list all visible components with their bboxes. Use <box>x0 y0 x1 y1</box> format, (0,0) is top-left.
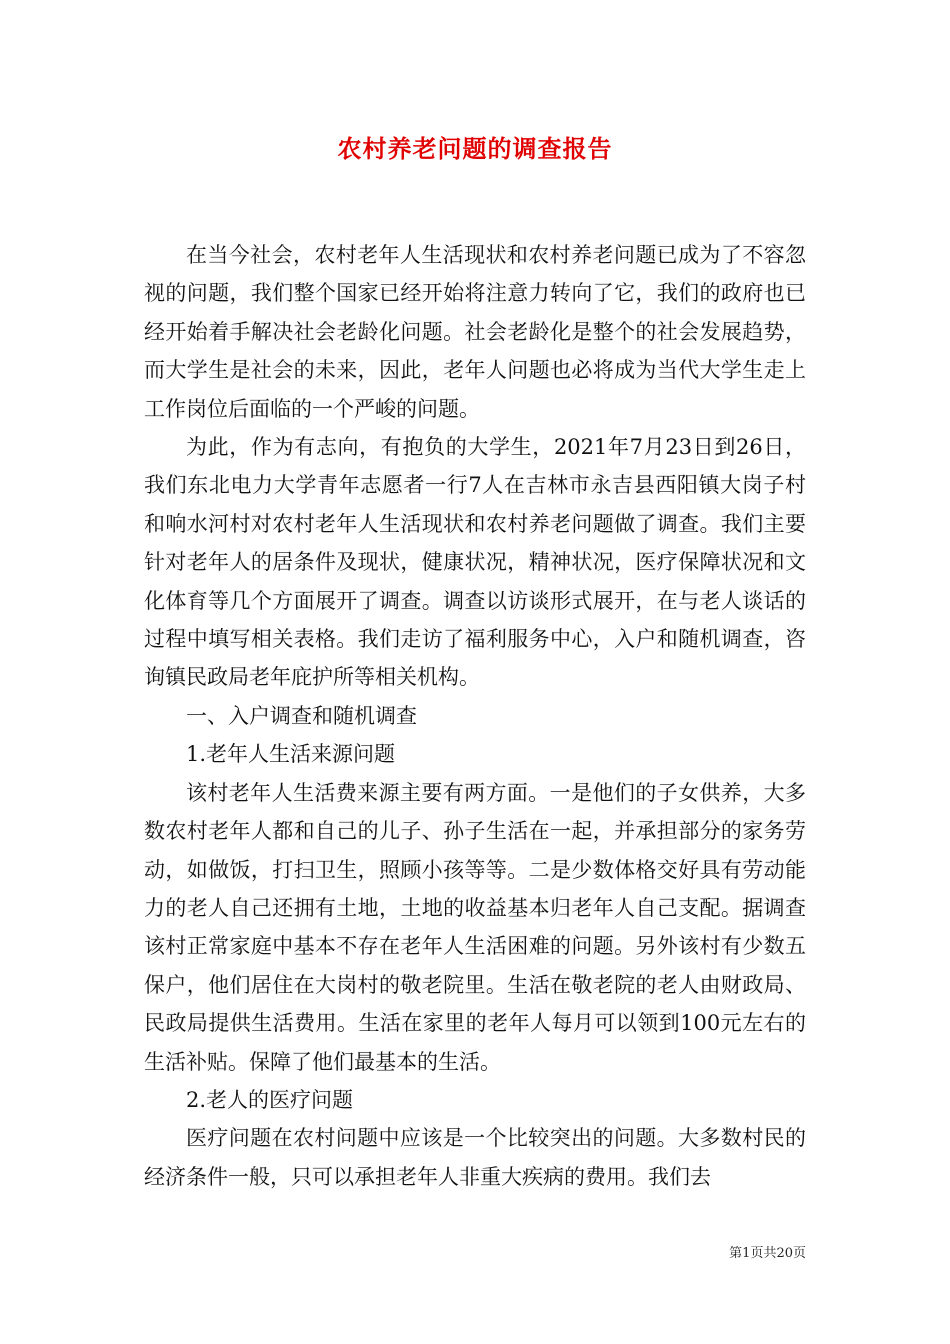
paragraph-survey-overview: 为此，作为有志向，有抱负的大学生，2021年7月23日到26日，我们东北电力大学青年志愿者一行7人在吉林市永吉县西阳镇大岗子村和响水河村对农村老年人生活现状和农村养老问题做了调查。我们主要针对老年人的居条件及现状，健康状况，精神状况，医疗保障状况和文化体育等几个方面展开了调查。调查以访谈形式展开，在与老人谈话的过程中填写相关表格。我们走访了福利服务中心，入户和随机调查，咨询镇民政局老年庇护所等相关机构。 <box>144 435 806 690</box>
subsection-heading-living-source: 1.老年人生活来源问题 <box>186 742 396 767</box>
paragraph-intro: 在当今社会，农村老年人生活现状和农村养老问题已成为了不容忽视的问题，我们整个国家已经开始将注意力转向了它，我们的政府也已经开始着手解决社会老龄化问题。社会老龄化是整个的社会发展趋势，而大学生是社会的未来，因此，老年人问题也必将成为当代大学生走上工作岗位后面临的一个严峻的问题。 <box>144 243 806 421</box>
paragraph-medical: 医疗问题在农村问题中应该是一个比较突出的问题。大多数村民的经济条件一般，只可以承担老年人非重大疾病的费用。我们去 <box>144 1126 806 1189</box>
page-number: 第1页共20页 <box>729 1246 806 1261</box>
paragraph-living-source: 该村老年人生活费来源主要有两方面。一是他们的子女供养，大多数农村老年人都和自己的儿子、孙子生活在一起，并承担部分的家务劳动，如做饭，打扫卫生，照顾小孩等等。二是少数体格交好具有劳动能力的老人自己还拥有土地，土地的收益基本归老年人自己支配。据调查该村正常家庭中基本不存在老年人生活困难的问题。另外该村有少数五保户，他们居住在大岗村的敬老院里。生活在敬老院的老人由财政局、民政局提供生活费用。生活在家里的老年人每月可以领到100元左右的生活补贴。保障了他们最基本的生活。 <box>144 780 806 1074</box>
subsection-heading-medical: 2.老人的医疗问题 <box>186 1087 354 1112</box>
document-body <box>144 236 806 1196</box>
section-heading-household-survey: 一、入户调查和随机调查 <box>186 703 417 728</box>
document-title: 农村养老问题的调查报告 <box>337 134 613 163</box>
